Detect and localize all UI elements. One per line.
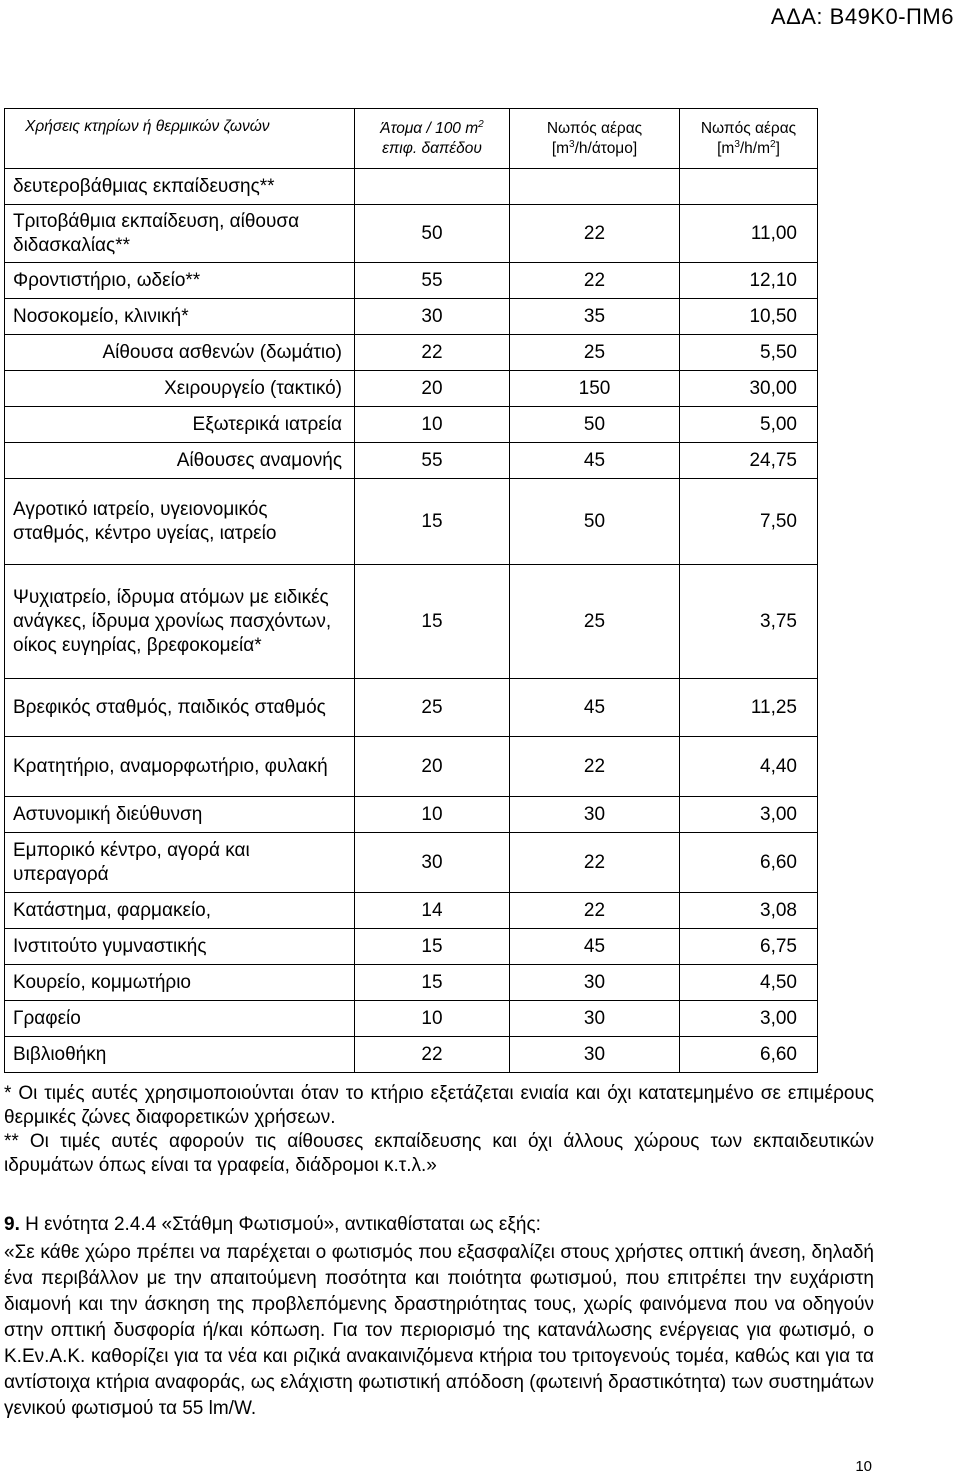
section-heading-text: Η ενότητα 2.4.4 «Στάθμη Φωτισμού», αντικαθίσταται ως εξής: bbox=[19, 1214, 541, 1235]
row-air-person: 150 bbox=[510, 371, 680, 407]
header-persons: Άτομα / 100 $m^2$ επιφ. δαπέδου bbox=[355, 109, 510, 169]
table-row bbox=[5, 169, 818, 205]
row-air-area: 11,00 bbox=[680, 205, 818, 263]
section-heading bbox=[4, 1212, 874, 1238]
row-air-person: 45 bbox=[510, 929, 680, 965]
row-air-person: 22 bbox=[510, 263, 680, 299]
row-usage: Αίθουσα ασθενών (δωμάτιο) bbox=[5, 335, 355, 371]
row-persons: 55 bbox=[355, 263, 510, 299]
footnote-double-star: ** Οι τιμές αυτές αφορούν τις αίθουσες εκπαίδευσης και όχι άλλους χώρους των εκπαιδευτικών ιδρυμάτων όπως είναι τα γραφεία, διάδρομοι κ.τ.λ.» bbox=[4, 1131, 874, 1176]
footnote-single-star: * Οι τιμές αυτές χρησιμοποιούνται όταν το κτήριο εξετάζεται ενιαία και όχι κατατεμημένο σε επιμέρους θερμικές ζώνες διαφορετικών χρήσεων. bbox=[4, 1083, 874, 1128]
row-air-area: 11,25 bbox=[680, 679, 818, 737]
section-9 bbox=[4, 1212, 874, 1422]
row-persons: 55 bbox=[355, 443, 510, 479]
row-persons: 22 bbox=[355, 1037, 510, 1073]
row-usage: δευτεροβάθμιας εκπαίδευσης** bbox=[5, 169, 355, 205]
row-air-area: 5,50 bbox=[680, 335, 818, 371]
table-row bbox=[5, 679, 818, 737]
row-persons: 22 bbox=[355, 335, 510, 371]
row-usage: Ινστιτούτο γυμναστικής bbox=[5, 929, 355, 965]
row-usage: Χειρουργείο (τακτικό) bbox=[5, 371, 355, 407]
table-row bbox=[5, 1001, 818, 1037]
row-persons: 10 bbox=[355, 1001, 510, 1037]
row-persons: 15 bbox=[355, 565, 510, 679]
row-persons: 10 bbox=[355, 797, 510, 833]
table-notes bbox=[4, 1082, 874, 1178]
row-persons: 30 bbox=[355, 299, 510, 335]
row-air-area: 3,08 bbox=[680, 893, 818, 929]
row-usage: Κουρείο, κομμωτήριο bbox=[5, 965, 355, 1001]
row-air-area: 3,00 bbox=[680, 797, 818, 833]
row-air-person: 45 bbox=[510, 679, 680, 737]
row-air-person: 25 bbox=[510, 335, 680, 371]
row-air-area: 6,60 bbox=[680, 1037, 818, 1073]
row-air-area bbox=[680, 169, 818, 205]
row-persons: 15 bbox=[355, 929, 510, 965]
row-usage: Εξωτερικά ιατρεία bbox=[5, 407, 355, 443]
table-row bbox=[5, 407, 818, 443]
table-row bbox=[5, 299, 818, 335]
row-usage: Φροντιστήριο, ωδείο** bbox=[5, 263, 355, 299]
row-air-person: 30 bbox=[510, 1001, 680, 1037]
row-air-area: 24,75 bbox=[680, 443, 818, 479]
row-usage: Γραφείο bbox=[5, 1001, 355, 1037]
table-row bbox=[5, 205, 818, 263]
section-number: 9. bbox=[4, 1214, 20, 1235]
row-usage: Κρατητήριο, αναμορφωτήριο, φυλακή bbox=[5, 737, 355, 797]
row-air-area: 10,50 bbox=[680, 299, 818, 335]
row-air-person bbox=[510, 169, 680, 205]
row-usage: Αστυνομική διεύθυνση bbox=[5, 797, 355, 833]
row-persons: 10 bbox=[355, 407, 510, 443]
table-row bbox=[5, 1037, 818, 1073]
table-row bbox=[5, 443, 818, 479]
row-air-person: 22 bbox=[510, 737, 680, 797]
row-persons bbox=[355, 169, 510, 205]
row-air-person: 30 bbox=[510, 797, 680, 833]
row-air-person: 22 bbox=[510, 205, 680, 263]
row-air-person: 50 bbox=[510, 407, 680, 443]
header-usage: Χρήσεις κτηρίων ή θερμικών ζωνών bbox=[5, 109, 355, 169]
row-usage: Τριτοβάθμια εκπαίδευση, αίθουσα διδασκαλίας** bbox=[5, 205, 355, 263]
row-air-area: 3,00 bbox=[680, 1001, 818, 1037]
row-usage: Βιβλιοθήκη bbox=[5, 1037, 355, 1073]
row-usage: Εμπορικό κέντρο, αγορά και υπεραγορά bbox=[5, 833, 355, 893]
table-row bbox=[5, 565, 818, 679]
table-row bbox=[5, 965, 818, 1001]
row-persons: 15 bbox=[355, 965, 510, 1001]
row-air-person: 30 bbox=[510, 1037, 680, 1073]
row-air-area: 30,00 bbox=[680, 371, 818, 407]
row-usage: Κατάστημα, φαρμακείο, bbox=[5, 893, 355, 929]
header-air-per-person: Νωπός αέρας $[m^3/h/ά\tau o\mu o]$ bbox=[510, 109, 680, 169]
row-persons: 20 bbox=[355, 371, 510, 407]
header-air-per-area: Νωπός αέρας $[m^3/h/m^2]$ bbox=[680, 109, 818, 169]
row-air-area: 4,40 bbox=[680, 737, 818, 797]
table-row bbox=[5, 893, 818, 929]
row-usage: Αγροτικό ιατρείο, υγειονομικός σταθμός, κέντρο υγείας, ιατρείο bbox=[5, 479, 355, 565]
table-row bbox=[5, 929, 818, 965]
row-persons: 50 bbox=[355, 205, 510, 263]
table-row bbox=[5, 371, 818, 407]
row-air-person: 35 bbox=[510, 299, 680, 335]
table-row bbox=[5, 479, 818, 565]
row-usage: Αίθουσες αναμονής bbox=[5, 443, 355, 479]
row-persons: 15 bbox=[355, 479, 510, 565]
row-air-person: 22 bbox=[510, 893, 680, 929]
row-air-area: 5,00 bbox=[680, 407, 818, 443]
row-air-person: 30 bbox=[510, 965, 680, 1001]
page-number: 10 bbox=[855, 1458, 872, 1475]
row-persons: 20 bbox=[355, 737, 510, 797]
row-persons: 14 bbox=[355, 893, 510, 929]
row-air-area: 4,50 bbox=[680, 965, 818, 1001]
row-persons: 25 bbox=[355, 679, 510, 737]
row-persons: 30 bbox=[355, 833, 510, 893]
row-usage: Ψυχιατρείο, ίδρυμα ατόμων με ειδικές ανάγκες, ίδρυμα χρονίως πασχόντων, οίκος ευγηρίας, βρεφοκομεία* bbox=[5, 565, 355, 679]
section-body: «Σε κάθε χώρο πρέπει να παρέχεται ο φωτισμός που εξασφαλίζει στους χρήστες οπτική άνεση, δηλαδή ένα περιβάλλον με την απαιτούμενη ποσότητα και ποιότητα φωτισμού, που επιτρέπει την ευχάριστη διαμονή και την άσκηση της προβλεπόμενης δραστηριότητας τους, χωρίς φαινόμενα που να οδηγούν στην οπτική δυσφορία ή/και κόπωση. Για τον περιορισμό της κατανάλωσης ενέργειας για φωτισμό, ο Κ.Εν.Α.Κ. καθορίζει για τα νέα και ριζικά ανακαινιζόμενα κτήρια του τριτογενούς τομέα, καθώς και για τα αντίστοιχα κτήρια αναφοράς, ως ελάχιστη φωτιστική απόδοση (φωτεινή δραστικότητα) των συστημάτων γενικού φωτισμού τα 55 lm/W. bbox=[4, 1242, 874, 1419]
row-air-area: 12,10 bbox=[680, 263, 818, 299]
row-air-area: 6,60 bbox=[680, 833, 818, 893]
table-row bbox=[5, 263, 818, 299]
ada-code: ΑΔΑ: Β49Κ0-ΠΜ6 bbox=[770, 4, 954, 29]
table-row bbox=[5, 737, 818, 797]
row-air-person: 22 bbox=[510, 833, 680, 893]
table-row bbox=[5, 833, 818, 893]
row-usage: Βρεφικός σταθμός, παιδικός σταθμός bbox=[5, 679, 355, 737]
row-air-area: 6,75 bbox=[680, 929, 818, 965]
row-air-person: 25 bbox=[510, 565, 680, 679]
table-row bbox=[5, 797, 818, 833]
ventilation-table bbox=[4, 108, 818, 1073]
table-header-row bbox=[5, 109, 818, 169]
table-row bbox=[5, 335, 818, 371]
row-air-area: 3,75 bbox=[680, 565, 818, 679]
row-air-person: 50 bbox=[510, 479, 680, 565]
row-air-person: 45 bbox=[510, 443, 680, 479]
row-usage: Νοσοκομείο, κλινική* bbox=[5, 299, 355, 335]
row-air-area: 7,50 bbox=[680, 479, 818, 565]
